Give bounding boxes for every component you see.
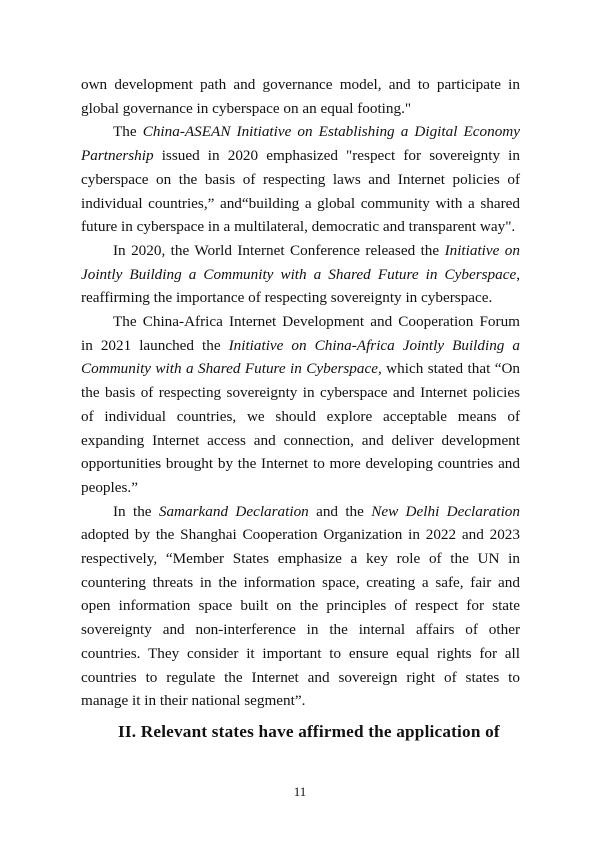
section-heading: II. Relevant states have affirmed the application of	[118, 721, 500, 741]
paragraph-world-internet-conference	[81, 239, 520, 310]
paragraph-china-africa	[81, 310, 520, 500]
body-text	[81, 73, 520, 745]
text-run: own development path and governance model, and to participate in global governance in cyberspace on an equal footing."	[81, 76, 520, 117]
text-run: In the	[113, 502, 159, 520]
paragraph-china-asean	[81, 120, 520, 239]
document-title-italic: Initiative on Jointly Building a Community with a Shared Future in Cyberspace	[81, 241, 520, 283]
text-run: In 2020, the World Internet Conference released the	[113, 241, 445, 259]
page-number: 11	[293, 784, 307, 799]
text-run: , reaffirming the importance of respecting sovereignty in cyberspace.	[81, 265, 520, 307]
text-run: and the	[308, 502, 372, 520]
paragraph-continuation	[81, 73, 520, 120]
document-title-italic: New Delhi Declaration	[371, 502, 520, 520]
text-run: which stated that “On the basis of respecting sovereignty in cyberspace and Internet policies of individual countries, we should explore acceptable means of expanding Internet access and connection, and deliver development opportunities brought by the Internet to more developing countries and peoples.”	[81, 360, 521, 496]
document-title-italic: Samarkand Declaration	[158, 502, 309, 520]
text-run: adopted by the Shanghai Cooperation Organization in 2022 and 2023 respectively, “Member States emphasize a key role of the UN in countering threats in the information space, creating a safe, fair and open information space built on the principles of respect for state sovereignty and non-interference in the internal affairs of other countries. They consider it important to ensure equal rights for all countries to regulate the Internet and sovereign right of states to manage it in their national segment”.	[81, 526, 520, 710]
text-run: issued in 2020 emphasized "respect for sovereignty in cyberspace on the basis of respecting laws and Internet policies of individual countries,” and“building a global community with a shared future in cyberspace in a multilateral, democratic and transparent way".	[81, 147, 520, 236]
text-run: The	[113, 123, 143, 141]
paragraph-sco-declarations	[81, 500, 520, 713]
document-title-italic: China-ASEAN Initiative on Establishing a Digital Economy Partnership	[81, 123, 520, 165]
text-run: The China-Africa Internet Development and Cooperation Forum in 2021 launched the	[81, 313, 520, 354]
document-title-italic: Initiative on China-Africa Jointly Building a Community with a Shared Future in Cyberspace,	[81, 336, 520, 378]
